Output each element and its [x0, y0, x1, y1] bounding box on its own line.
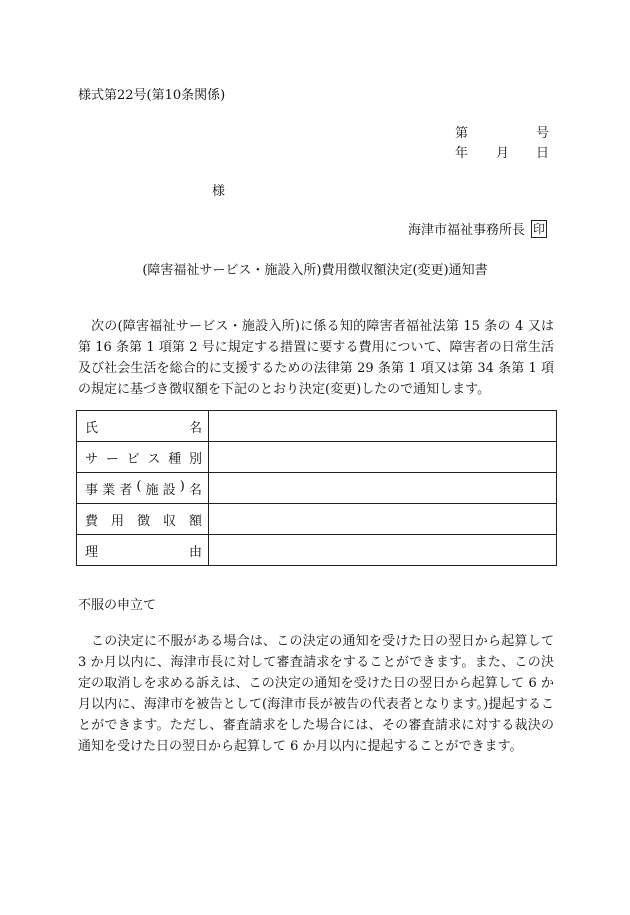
label-char: ー [105, 451, 119, 467]
row-label-text [85, 417, 202, 436]
label-char: 額 [188, 513, 202, 529]
row-label-text [85, 510, 202, 529]
info-table [76, 410, 557, 566]
info-table-body [77, 411, 557, 566]
label-char: 名 [188, 420, 202, 436]
label-char: 氏 [85, 420, 99, 436]
appeal-heading: 不服の申立て [78, 598, 157, 613]
label-char: 別 [188, 451, 202, 467]
label-char: 名 [188, 482, 202, 498]
label-char: 種 [168, 451, 182, 467]
seal-mark: 印 [532, 221, 545, 236]
row-value-field[interactable] [209, 411, 557, 442]
table-row [77, 473, 557, 504]
table-row [77, 411, 557, 442]
form-number: 様式第22号(第10条関係) [78, 88, 226, 103]
label-char: ス [147, 451, 161, 467]
issuer-name: 海津市福祉事務所長 [407, 223, 525, 238]
label-char: 理 [85, 544, 99, 560]
addressee-suffix: 様 [212, 184, 226, 199]
table-row [77, 442, 557, 473]
label-char: 由 [188, 544, 202, 560]
row-value-field[interactable] [209, 504, 557, 535]
date-month: 月 [496, 146, 510, 161]
appeal-body: この決定に不服がある場合は、この決定の通知を受けた日の翌日から起算して 3 か月以内に、海津市長に対して審査請求をすることができます。また、この決定の取消しを求める訴えは、この決定の通知を受けた日の翌日から起算して 6 か月以内に、海津市を被告として(海津市長が被告の代表者となります。)提起することができます。ただし、審査請求をした場合には、その審査請求に対する裁決の通知を受けた日の翌日から起算して 6 か月以内に提起することができます。 [78, 634, 554, 754]
label-char: ) [179, 478, 185, 494]
date-year: 年 [455, 146, 469, 161]
document-title: (障害福祉サービス・施設入所)費用徴収額決定(変更)通知書 [142, 263, 488, 278]
label-char: 用 [110, 513, 124, 529]
label-char: 設 [162, 482, 176, 498]
row-label [77, 535, 209, 566]
row-label [77, 504, 209, 535]
label-char: 費 [85, 513, 99, 529]
label-char: 業 [102, 482, 116, 498]
label-char: 徴 [136, 513, 150, 529]
row-label-text [85, 479, 202, 498]
row-label [77, 411, 209, 442]
row-value-field[interactable] [209, 442, 557, 473]
label-char: 者 [119, 482, 133, 498]
row-label-text [85, 541, 202, 560]
row-label [77, 473, 209, 504]
label-char: ビ [126, 451, 140, 467]
row-value-field[interactable] [209, 473, 557, 504]
table-row [77, 535, 557, 566]
label-char: サ [85, 451, 99, 467]
label-char: 収 [162, 513, 176, 529]
row-label [77, 442, 209, 473]
label-char: 事 [85, 482, 99, 498]
row-value-field[interactable] [209, 535, 557, 566]
row-label-text [85, 448, 202, 467]
document-number-prefix: 第 [455, 126, 469, 141]
label-char: 施 [145, 482, 159, 498]
document-number-suffix: 号 [536, 126, 550, 141]
table-row [77, 504, 557, 535]
issuer-block [408, 219, 547, 238]
notice-body: 次の(障害福祉サービス・施設入所)に係る知的障害者福祉法第 15 条の 4 又は第 16 条第 1 項第 2 号に規定する措置に要する費用について、障害者の日常生活及び社会生活を総合的に支援するための法律第 29 条第 1 項又は第 34 条第 1 項の規定に基づき徴収額を下記のとおり決定(変更)したので通知します。 [78, 319, 554, 397]
label-char: ( [136, 478, 142, 494]
date-day: 日 [536, 146, 550, 161]
